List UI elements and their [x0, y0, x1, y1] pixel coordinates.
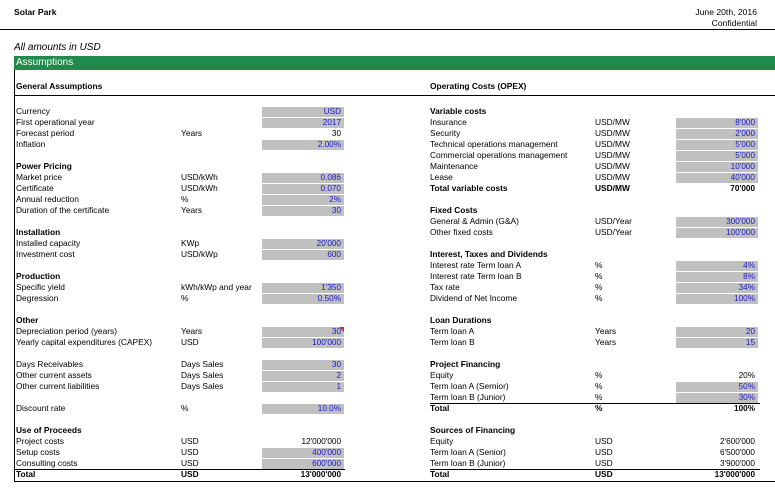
row-unit: Years: [595, 337, 617, 347]
project-financing-title: Project Financing: [430, 359, 501, 369]
value-cell[interactable]: 20'000: [262, 239, 344, 249]
row-label: Security: [430, 128, 461, 138]
row-unit: USD: [595, 458, 613, 468]
total-rule: [430, 403, 760, 404]
power-pricing-title: Power Pricing: [16, 161, 72, 171]
row-label: Total: [430, 469, 450, 479]
value-cell[interactable]: 100'000: [262, 338, 344, 348]
value-cell[interactable]: 20: [676, 327, 758, 337]
fixed-costs-title: Fixed Costs: [430, 205, 478, 215]
row-unit: kWh/kWp and year: [181, 282, 252, 292]
use-of-proceeds-title: Use of Proceeds: [16, 425, 82, 435]
value-cell[interactable]: 100%: [676, 294, 758, 304]
row-label: Dividend of Net Income: [430, 293, 518, 303]
row-label: Annual reduction: [16, 194, 79, 204]
row-unit: %: [595, 370, 603, 380]
row-unit: USD/kWh: [181, 183, 218, 193]
interest-taxes-title: Interest, Taxes and Dividends: [430, 249, 548, 259]
row-label: Tax rate: [430, 282, 460, 292]
general-assumptions-title: General Assumptions: [16, 81, 103, 91]
row-label: Discount rate: [16, 403, 66, 413]
value-cell[interactable]: 8'000: [676, 118, 758, 128]
row-label: Other current liabilities: [16, 381, 100, 391]
value-cell[interactable]: 10'000: [676, 162, 758, 172]
row-label: Term loan B (Junior): [430, 458, 506, 468]
value-cell[interactable]: 10.0%: [262, 404, 344, 414]
row-unit: Days Sales: [181, 370, 224, 380]
row-unit: USD/MW: [595, 183, 630, 193]
row-unit: USD: [181, 458, 199, 468]
row-unit: USD/kWp: [181, 249, 218, 259]
value-cell[interactable]: 0.070: [262, 184, 344, 194]
value-cell[interactable]: 100'000: [676, 228, 758, 238]
assumptions-bar: Assumptions: [14, 56, 775, 70]
row-unit: %: [181, 293, 189, 303]
value-cell[interactable]: 2%: [262, 195, 344, 205]
value-cell[interactable]: 600'000: [262, 459, 344, 469]
value-cell: 2'600'000: [719, 436, 755, 446]
row-label: First operational year: [16, 117, 95, 127]
row-unit: USD/MW: [595, 117, 630, 127]
row-label: Degression: [16, 293, 59, 303]
opex-title: Operating Costs (OPEX): [430, 81, 527, 91]
loan-durations-title: Loan Durations: [430, 315, 492, 325]
value-cell[interactable]: 2: [262, 371, 344, 381]
row-label: Equity: [430, 436, 454, 446]
value-cell[interactable]: 50%: [676, 382, 758, 392]
row-unit: Years: [181, 326, 203, 336]
row-label: Certificate: [16, 183, 54, 193]
row-unit: Years: [181, 205, 203, 215]
row-unit: %: [595, 260, 603, 270]
row-label: Duration of the certificate: [16, 205, 110, 215]
row-unit: %: [595, 381, 603, 391]
value-cell[interactable]: 2'000: [676, 129, 758, 139]
value-cell: 20%: [738, 370, 755, 380]
row-unit: USD: [595, 469, 613, 479]
value-cell[interactable]: 1: [262, 382, 344, 392]
row-label: Depreciation period (years): [16, 326, 118, 336]
row-label: Other current assets: [16, 370, 92, 380]
row-label: Market price: [16, 172, 63, 182]
value-cell[interactable]: 400'000: [262, 448, 344, 458]
value-cell[interactable]: 30: [262, 206, 344, 216]
value-cell[interactable]: 30: [262, 327, 344, 337]
installation-title: Installation: [16, 227, 61, 237]
value-cell[interactable]: 4%: [676, 261, 758, 271]
row-label: Technical operations management: [430, 139, 558, 149]
value-cell[interactable]: 34%: [676, 283, 758, 293]
value-cell[interactable]: 0.086: [262, 173, 344, 183]
row-label: Insurance: [430, 117, 467, 127]
value-cell: 30: [331, 128, 341, 138]
value-cell: 13'000'000: [300, 469, 341, 479]
row-unit: %: [595, 293, 603, 303]
row-unit: %: [595, 282, 603, 292]
value-cell: 100%: [734, 403, 755, 413]
row-label: Term loan A: [430, 326, 475, 336]
row-label: Total: [430, 403, 450, 413]
row-unit: %: [595, 403, 603, 413]
total-rule: [430, 469, 760, 470]
row-label: Term loan B (Junior): [430, 392, 506, 402]
value-cell[interactable]: 30%: [676, 393, 758, 403]
header-divider: [0, 29, 775, 30]
value-cell[interactable]: 2017: [262, 118, 344, 128]
row-label: Equity: [430, 370, 454, 380]
value-cell: 13'000'000: [714, 469, 755, 479]
row-label: Investment cost: [16, 249, 75, 259]
variable-costs-title: Variable costs: [430, 106, 487, 116]
value-cell[interactable]: 5'000: [676, 140, 758, 150]
value-cell[interactable]: 2.00%: [262, 140, 344, 150]
row-label: Days Receivables: [16, 359, 84, 369]
value-cell[interactable]: 15: [676, 338, 758, 348]
row-label: Interest rate Term loan A: [430, 260, 522, 270]
value-cell[interactable]: 5'000: [676, 151, 758, 161]
row-label: Other fixed costs: [430, 227, 493, 237]
row-label: Setup costs: [16, 447, 60, 457]
row-label: Term loan A (Senior): [430, 447, 506, 457]
amounts-note: All amounts in USD: [14, 42, 101, 53]
row-unit: Days Sales: [181, 381, 224, 391]
row-unit: USD/kWh: [181, 172, 218, 182]
row-label: Inflation: [16, 139, 46, 149]
sources-of-financing-title: Sources of Financing: [430, 425, 516, 435]
row-unit: Days Sales: [181, 359, 224, 369]
value-cell[interactable]: 600: [262, 250, 344, 260]
value-cell: 12'000'000: [301, 436, 341, 446]
value-cell[interactable]: 40'000: [676, 173, 758, 183]
row-label: Maintenance: [430, 161, 478, 171]
row-unit: USD: [595, 436, 613, 446]
value-cell: 3'900'000: [719, 458, 755, 468]
row-unit: USD: [181, 469, 199, 479]
row-unit: USD/MW: [595, 161, 630, 171]
row-unit: USD/MW: [595, 128, 630, 138]
row-unit: Years: [181, 128, 203, 138]
confidential-label: Confidential: [695, 18, 757, 30]
row-unit: %: [181, 194, 189, 204]
value-cell[interactable]: 30: [262, 360, 344, 370]
row-label: Lease: [430, 172, 453, 182]
value-cell[interactable]: USD: [262, 107, 344, 117]
row-label: Project costs: [16, 436, 64, 446]
row-unit: USD: [595, 447, 613, 457]
value-cell[interactable]: 0.50%: [262, 294, 344, 304]
row-unit: %: [595, 392, 603, 402]
row-label: Installed capacity: [16, 238, 81, 248]
row-unit: USD: [181, 436, 199, 446]
row-unit: USD/MW: [595, 172, 630, 182]
production-title: Production: [16, 271, 61, 281]
row-label: Commercial operations management: [430, 150, 568, 160]
row-unit: USD: [181, 447, 199, 457]
row-unit: USD/MW: [595, 139, 630, 149]
row-unit: USD/Year: [595, 216, 632, 226]
comment-marker: [339, 327, 344, 332]
row-unit: USD: [181, 337, 199, 347]
row-unit: Years: [595, 326, 617, 336]
header-date-block: [695, 7, 757, 30]
row-label: Consulting costs: [16, 458, 78, 468]
row-label: Term loan B: [430, 337, 475, 347]
value-cell[interactable]: 300'000: [676, 217, 758, 227]
row-label: Interest rate Term loan B: [430, 271, 522, 281]
row-label: Yearly capital expenditures (CAPEX): [16, 337, 153, 347]
row-label: Currency: [16, 106, 50, 116]
row-label: Total variable costs: [430, 183, 508, 193]
value-cell[interactable]: 8%: [676, 272, 758, 282]
value-cell[interactable]: 1'350: [262, 283, 344, 293]
sheet-frame: [14, 70, 775, 482]
other-title: Other: [16, 315, 39, 325]
row-unit: %: [181, 403, 189, 413]
row-label: Term loan A (Sernior): [430, 381, 509, 391]
value-cell: 70'000: [730, 183, 755, 193]
row-unit: KWp: [181, 238, 200, 248]
row-label: Forecast period: [16, 128, 75, 138]
row-unit: USD/MW: [595, 150, 630, 160]
header-date: June 20th, 2016: [695, 7, 757, 17]
row-label: Specific yield: [16, 282, 65, 292]
row-unit: USD/Year: [595, 227, 632, 237]
value-cell: 6'500'000: [719, 447, 755, 457]
row-label: General & Admin (G&A): [430, 216, 519, 226]
total-rule: [14, 469, 345, 470]
row-unit: %: [595, 271, 603, 281]
row-label: Total: [16, 469, 36, 479]
section-divider: [14, 95, 775, 96]
sheet-title: Solar Park: [14, 7, 57, 17]
